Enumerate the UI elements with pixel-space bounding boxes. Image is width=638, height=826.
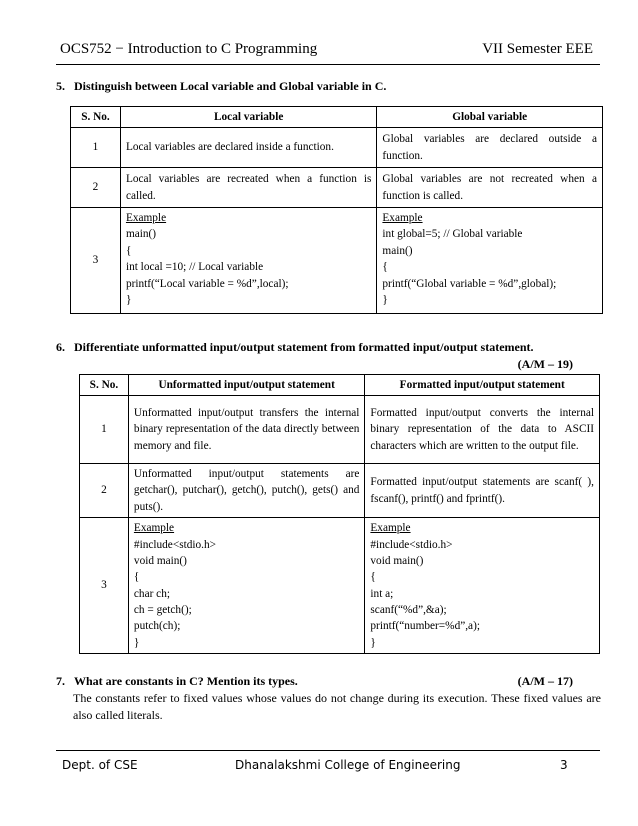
table-header-row [71,107,603,128]
code-line: { [125,244,132,257]
global-cell: Global variables are declared outside a function. [377,128,603,168]
table-row [71,208,603,314]
code-line: printf(“Local variable = %d”,local); [125,277,289,290]
global-example-cell [377,208,603,314]
table-header-row [80,375,600,396]
code-line: char ch; [133,587,170,600]
code-line: putch(ch); [133,620,181,633]
code-line: scanf(“%d”,&a); [370,604,447,616]
footer-college: Dhanalakshmi College of Engineering [235,758,461,772]
code-line: #include<stdio.h> [133,538,217,551]
example-label: Example [125,212,167,224]
formatted-cell: Formatted input/output statements are scanf( ), fscanf(), printf() and fprintf(). [365,464,600,518]
header-sno: S. No. [71,107,121,128]
row-sno: 3 [80,518,129,654]
question-6-number: 6. [56,340,65,354]
local-global-table [70,106,603,314]
question-5 [56,79,386,94]
question-7-answer: The constants refer to fixed values whose values do not change during its execution. These fixed values are also called literals. [73,691,601,722]
example-label: Example [370,522,411,535]
question-6-text: Differentiate unformatted input/output statement from formatted input/output statement. [74,340,534,354]
code-line: main() [382,244,413,257]
code-line: #include<stdio.h> [370,538,453,551]
formatted-example-cell [365,518,600,654]
question-6-mark: (A/M – 19) [517,357,573,371]
code-line: printf(“number=%d”,a); [370,620,480,633]
code-line: main() [125,228,157,241]
header-course-title: OCS752 − Introduction to C Programming [60,41,318,57]
code-line: int local =10; // Local variable [125,261,264,274]
header-local: Local variable [120,107,376,128]
code-line: void main() [133,554,187,567]
question-5-number: 5. [56,79,65,93]
table-row [71,168,603,208]
code-line: { [133,571,140,584]
header-global: Global variable [377,107,603,128]
code-line: } [125,293,132,306]
footer-department: Dept. of CSE [62,758,138,772]
code-line: } [133,636,140,649]
row-sno: 2 [71,168,121,208]
local-cell: Local variables are declared inside a function. [120,128,376,168]
header-formatted: Formatted input/output statement [365,375,600,396]
question-7-text: What are constants in C? Mention its types. [74,674,298,688]
row-sno: 1 [80,396,129,464]
formatted-cell: Formatted input/output converts the internal binary representation of the data to ASCII characters which are written to the output file. [365,396,600,464]
header-sno: S. No. [80,375,129,396]
footer-rule [56,750,600,751]
code-line: } [370,636,376,649]
example-label: Example [382,212,423,224]
code-line: { [370,571,376,584]
header-semester: VII Semester EEE [482,41,593,57]
table-row [71,128,603,168]
row-sno: 2 [80,464,129,518]
table-row [80,518,600,654]
table-row [80,396,600,464]
global-cell: Global variables are not recreated when a function is called. [377,168,603,208]
example-label: Example [133,522,175,535]
unformatted-cell: Unformatted input/output statements are getchar(), putchar(), getch(), putch(), gets() and puts(). [128,464,364,518]
code-line: printf(“Global variable = %d”,global); [382,277,557,290]
question-6 [56,340,534,355]
code-line: { [382,261,388,274]
unformatted-example-cell [128,518,364,654]
code-line: int global=5; // Global variable [382,228,523,241]
footer-page-number: 3 [560,758,568,772]
table-row [80,464,600,518]
code-line: int a; [370,587,394,600]
header-rule [56,64,600,65]
row-sno: 3 [71,208,121,314]
local-example-cell [120,208,376,314]
code-line: ch = getch(); [133,604,192,616]
question-5-text: Distinguish between Local variable and Global variable in C. [74,79,387,93]
code-line: void main() [370,554,424,567]
header-unformatted: Unformatted input/output statement [128,375,364,396]
local-cell: Local variables are recreated when a function is called. [120,168,376,208]
unformatted-cell: Unformatted input/output transfers the internal binary representation of the data directly between memory and file. [128,396,364,464]
question-7 [56,674,298,689]
code-line: } [382,293,388,306]
question-7-number: 7. [56,674,65,688]
io-statement-table [79,374,600,654]
question-7-mark: (A/M – 17) [517,674,573,688]
row-sno: 1 [71,128,121,168]
